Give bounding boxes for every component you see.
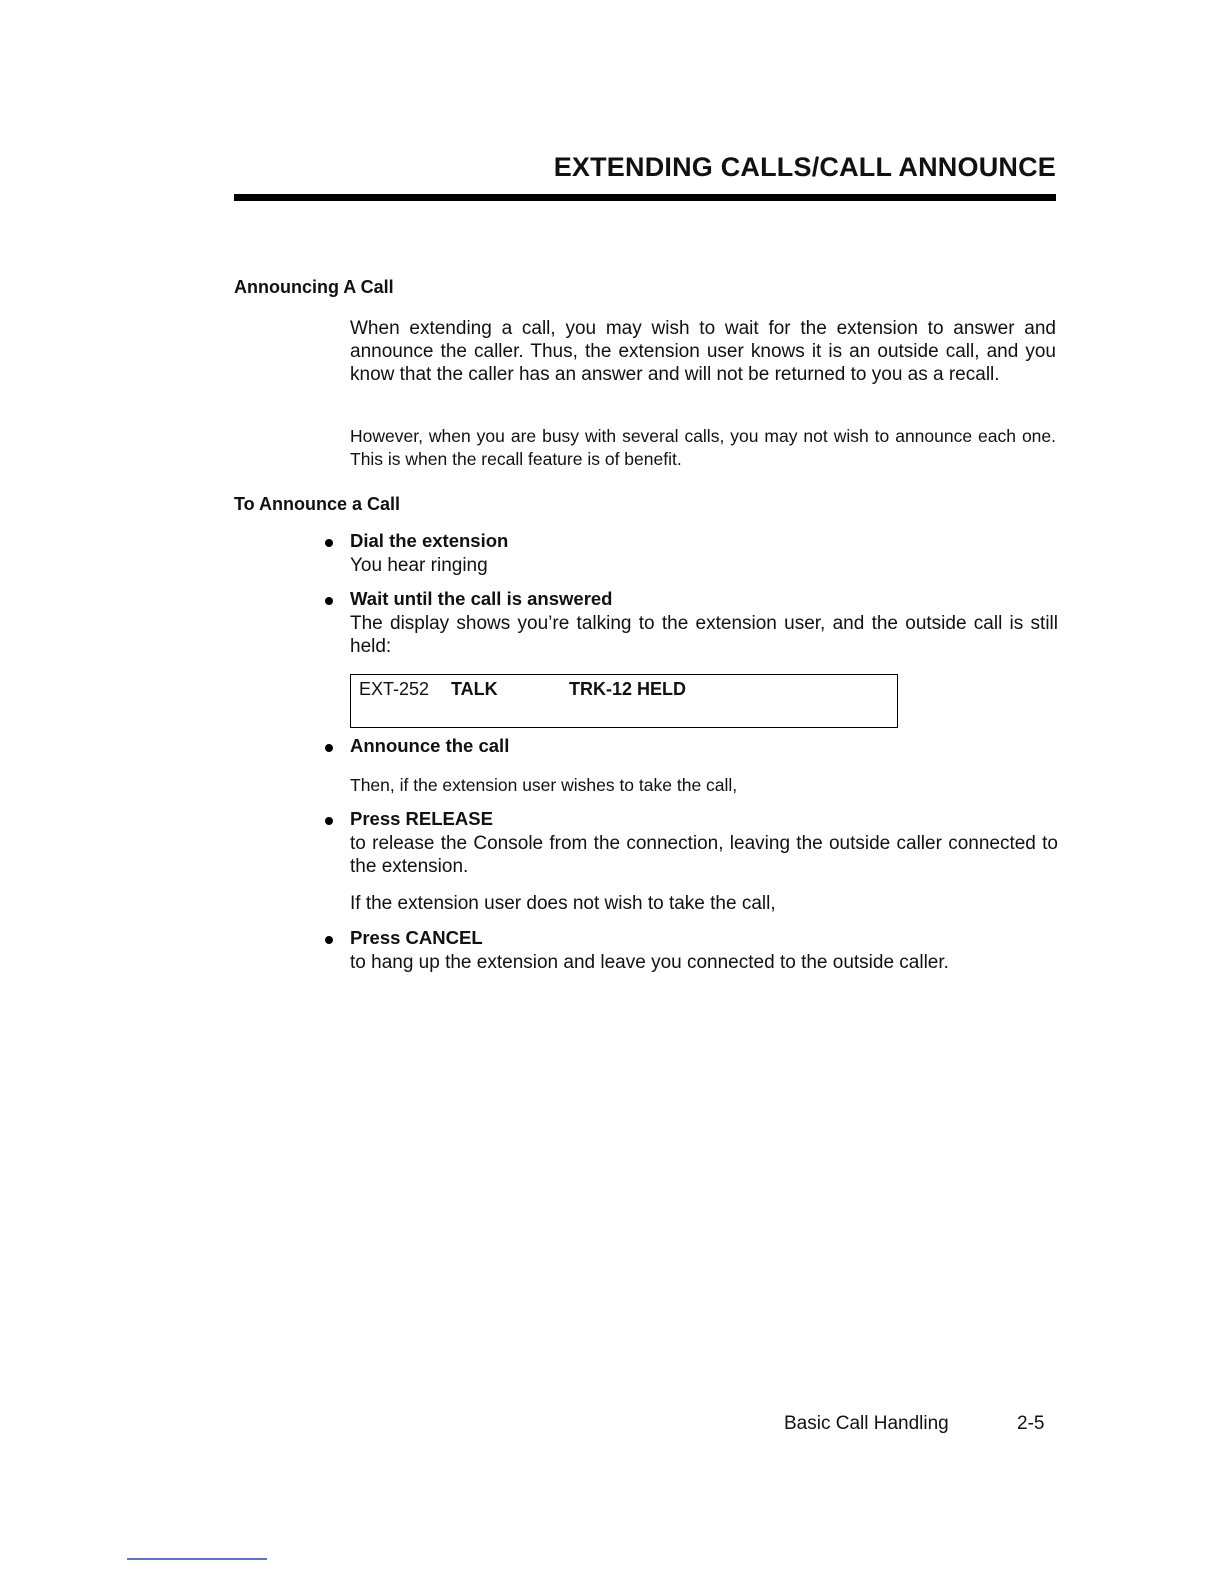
intro-paragraph: When extending a call, you may wish to wait for the extension to answer and announce the caller. Thus, the extension user knows it is an outside call, and you know that the caller has an answer and will not be returned to you as a recall. xyxy=(350,318,1056,385)
title-rule xyxy=(234,194,1056,201)
footer-section-name: Basic Call Handling xyxy=(784,1413,949,1434)
step-description: to release the Console from the connection, leaving the outside caller connected to the extension. xyxy=(350,833,1058,877)
step-title: Wait until the call is answered xyxy=(350,588,613,609)
section-heading-announcing: Announcing A Call xyxy=(234,277,394,297)
bullet-icon xyxy=(325,936,333,944)
console-display xyxy=(350,674,898,728)
step-description: You hear ringing xyxy=(350,555,488,576)
display-talk-status: TALK xyxy=(451,679,498,699)
display-trunk-status: TRK-12 HELD xyxy=(569,679,687,699)
section-heading-to-announce: To Announce a Call xyxy=(234,494,401,514)
step-title: Announce the call xyxy=(350,735,510,756)
page-title: EXTENDING CALLS/CALL ANNOUNCE xyxy=(553,152,1056,182)
step-title: Press RELEASE xyxy=(350,808,493,829)
bullet-icon xyxy=(325,744,333,752)
step-title: Press CANCEL xyxy=(350,927,483,948)
step-description: to hang up the extension and leave you connected to the outside caller. xyxy=(350,952,949,973)
cancel-condition-note: If the extension user does not wish to take the call, xyxy=(350,893,776,914)
step-title: Dial the extension xyxy=(350,530,509,551)
scan-underline-mark xyxy=(127,1558,267,1560)
bullet-icon xyxy=(325,597,333,605)
bullet-icon xyxy=(325,539,333,547)
footer-page-number: 2-5 xyxy=(1017,1413,1045,1434)
release-condition-note: Then, if the extension user wishes to take the call, xyxy=(350,775,738,795)
busy-paragraph: However, when you are busy with several calls, you may not wish to announce each one. This is when the recall feature is of benefit. xyxy=(350,426,1056,469)
step-description: The display shows you’re talking to the extension user, and the outside call is still held: xyxy=(350,613,1058,657)
bullet-icon xyxy=(325,817,333,825)
display-extension: EXT-252 xyxy=(359,679,430,699)
